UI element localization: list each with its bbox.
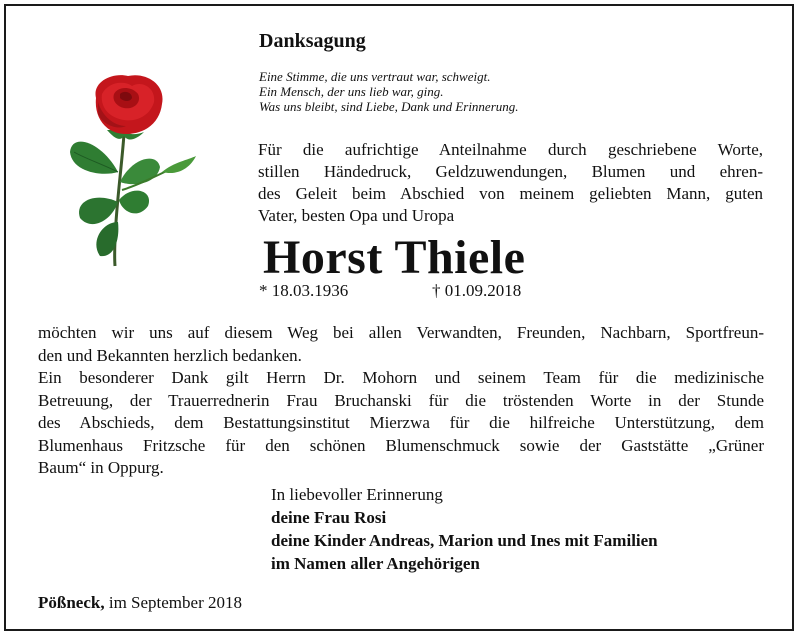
red-rose-icon [62, 72, 202, 268]
place-town: Pößneck, [38, 593, 105, 612]
signature-block [271, 483, 658, 575]
intro-paragraph [258, 139, 763, 227]
place-date [38, 593, 242, 613]
poem-line: Was uns bleibt, sind Liebe, Dank und Erinnerung. [259, 99, 519, 114]
poem-line: Eine Stimme, die uns vertraut war, schweigt. [259, 69, 491, 84]
birth-date: * 18.03.1936 [259, 281, 349, 300]
body-line: Blumenhaus Fritzsche für den schönen Blumenschmuck sowie der Gaststätte „Grüner [38, 435, 764, 455]
intro-line: Für die aufrichtige Anteilnahme durch geschriebene Worte, [258, 140, 763, 159]
deceased-name: Horst Thiele [263, 231, 526, 284]
body-line: Baum“ in Oppurg. [38, 458, 164, 477]
intro-line: stillen Händedruck, Geldzuwendungen, Blumen und ehren- [258, 162, 763, 181]
poem-block [259, 69, 519, 114]
body-line: Betreuung, der Trauerrednerin Frau Bruchanski für die tröstenden Worte in der Stunde [38, 390, 764, 410]
intro-line: Vater, besten Opa und Uropa [258, 206, 455, 225]
signature-line: deine Frau Rosi [271, 508, 387, 527]
poem-line: Ein Mensch, der uns lieb war, ging. [259, 84, 444, 99]
body-line: den und Bekannten herzlich bedanken. [38, 345, 302, 365]
signature-line: im Namen aller Angehörigen [271, 554, 480, 573]
death-date: † 01.09.2018 [432, 281, 522, 300]
place-month: im September 2018 [108, 593, 242, 612]
signature-intro: In liebevoller Erinnerung [271, 485, 443, 504]
thanks-paragraph [38, 322, 764, 480]
body-line: möchten wir uns auf diesem Weg bei allen Verwandten, Freunden, Nachbarn, Sportfreun- [38, 323, 764, 342]
heading-title: Danksagung [259, 30, 366, 52]
signature-line: deine Kinder Andreas, Marion und Ines mit Familien [271, 531, 658, 550]
body-line: des Abschieds, dem Bestattungsinstitut Mierzwa für die hilfreiche Unterstützung, dem [38, 413, 764, 432]
body-line: Ein besonderer Dank gilt Herrn Dr. Mohorn und seinem Team für die medizinische [38, 368, 764, 387]
intro-line: des Geleit beim Abschied von meinem geliebten Mann, guten [258, 184, 763, 203]
